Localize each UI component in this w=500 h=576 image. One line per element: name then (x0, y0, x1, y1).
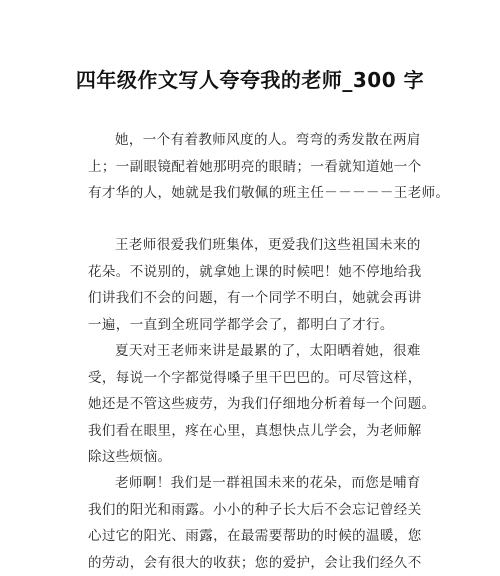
paragraph-line: 受，每说一个字都觉得嗓子里干巴巴的。可尽管这样， (88, 365, 428, 392)
paragraph-line: 一遍，一直到全班同学都学会了，都明白了才行。 (88, 312, 428, 339)
paragraph-line: 夏天对王老师来讲是最累的了，太阳晒着她，很难 (88, 338, 428, 365)
paragraph-line: 她还是不管这些疲劳，为我们仔细地分析着每一个问题。 (88, 391, 428, 418)
paragraph-line: 老师啊！我们是一群祖国未来的花朵，而您是哺育 (88, 470, 428, 497)
paragraph-line: 花朵。不说别的，就拿她上课的时候吧！她不停地给我 (88, 259, 428, 286)
paragraph-line: 心过它的阳光、雨露，在最需要帮助的时候的温暖，您 (88, 523, 428, 550)
paragraph-2 (88, 232, 428, 338)
paragraph-4 (88, 470, 428, 576)
paragraph-line: 有才华的人，她就是我们敬佩的班主任－－－－－王老师。 (88, 180, 428, 207)
paragraph-line: 除这些烦恼。 (88, 444, 428, 471)
paragraph-1 (88, 127, 428, 207)
paragraph-line: 我们看在眼里，疼在心里，真想快点儿学会，为老师解 (88, 418, 428, 445)
paragraph-3 (88, 338, 428, 471)
paragraph-line: 的劳动，会有很大的收获；您的爱护，会让我们经久不 (88, 550, 428, 576)
paragraph-line: 王老师很爱我们班集体，更爱我们这些祖国未来的 (88, 232, 428, 259)
paragraph-line: 我们的阳光和雨露。小小的种子长大后不会忘记曾经关 (88, 497, 428, 524)
paragraph-line: 们讲我们不会的问题，有一个同学不明白，她就会再讲 (88, 285, 428, 312)
document-title: 四年级作文写人夸夸我的老师_300 字 (0, 64, 500, 93)
paragraph-line: 她，一个有着教师风度的人。弯弯的秀发散在两肩 (88, 127, 428, 154)
paragraph-line: 上；一副眼镜配着她那明亮的眼睛；一看就知道她一个 (88, 154, 428, 181)
